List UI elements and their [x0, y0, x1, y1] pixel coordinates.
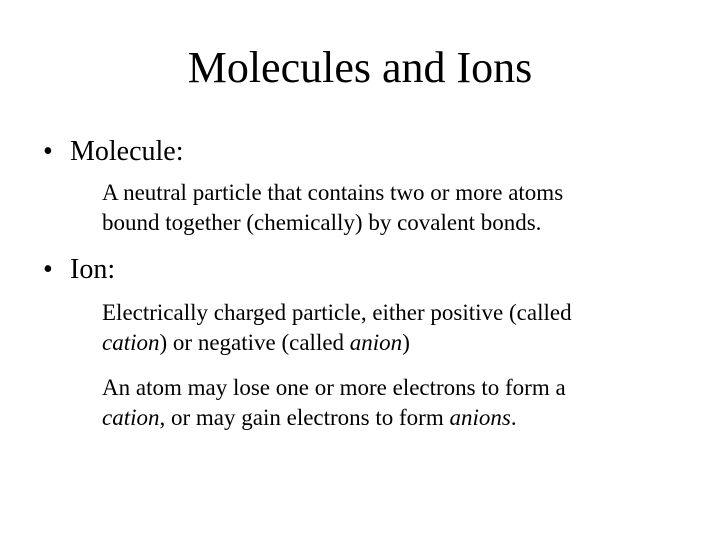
ion-definition-line-2	[102, 328, 702, 358]
term-cation: cation	[102, 330, 160, 355]
ion-definition-text-end: )	[402, 330, 410, 355]
bullet-label-ion: Ion:	[70, 254, 116, 285]
ion-formation-text-end: .	[510, 405, 517, 430]
ion-definition	[102, 298, 702, 358]
term-anion: anion	[349, 330, 403, 355]
molecule-definition-line-1: A neutral particle that contains two or more atoms	[102, 180, 564, 205]
slide-title: Molecules and Ions	[187, 43, 533, 92]
ion-formation-line-2	[102, 403, 702, 433]
ion-formation-line-1: An atom may lose one or more electrons to form a	[102, 375, 566, 400]
term-anions: anions	[449, 405, 511, 430]
bullet-marker: •	[43, 254, 53, 285]
ion-formation-text: , or may gain electrons to form	[159, 405, 450, 430]
ion-formation	[102, 373, 702, 433]
ion-definition-line-1: Electrically charged particle, either positive (called	[102, 300, 572, 325]
term-cation: cation	[102, 405, 160, 430]
bullet-marker: •	[43, 136, 53, 167]
molecule-definition	[102, 178, 702, 238]
ion-definition-text: ) or negative (called	[159, 330, 350, 355]
molecule-definition-line-2: bound together (chemically) by covalent bonds.	[102, 210, 542, 235]
bullet-molecule	[43, 135, 184, 169]
bullet-ion	[43, 253, 115, 287]
bullet-label-molecule: Molecule:	[70, 136, 184, 167]
